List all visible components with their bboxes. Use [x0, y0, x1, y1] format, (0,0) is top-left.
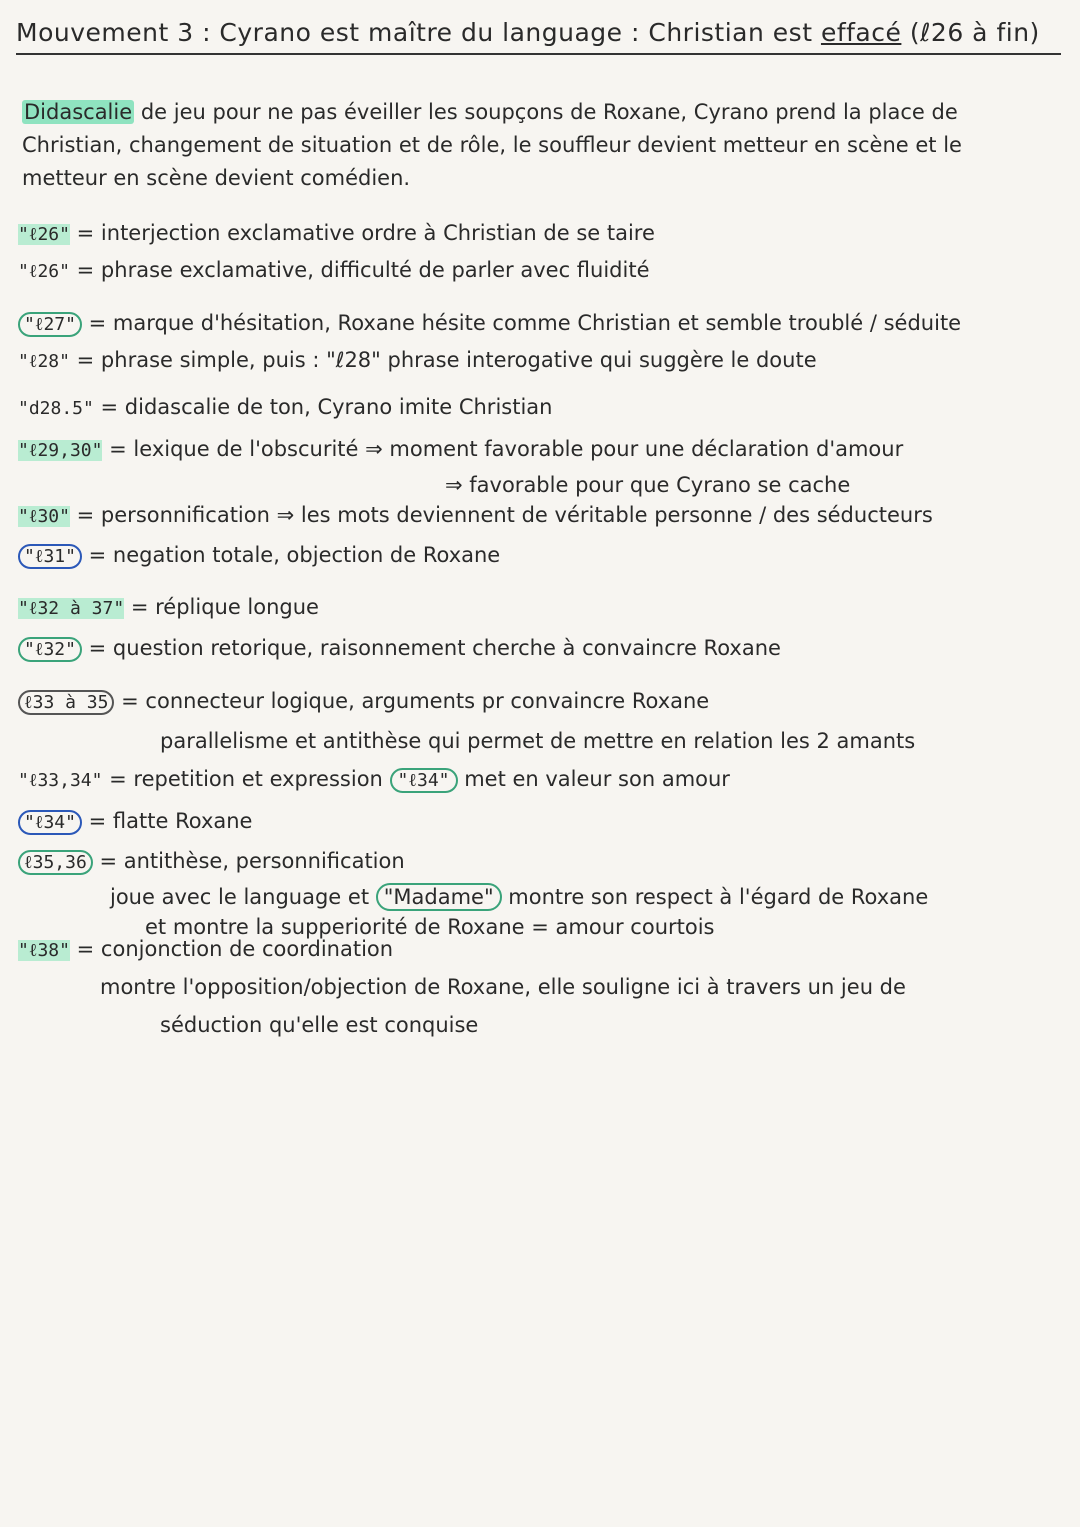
note-text: = réplique longue [124, 595, 319, 619]
title-range: (ℓ26 à fin) [901, 18, 1040, 47]
note-row [18, 764, 1063, 796]
intro-text: de jeu pour ne pas éveiller les soupçons de Roxane, Cyrano prend la place de Christian, changement de situation et de rôle, le souffleur devient metteur en scène et le metteur en scène devient comédien. [22, 100, 962, 190]
note-continuation: montre l'opposition/objection de Roxane, elle souligne ici à travers un jeu de [100, 975, 906, 999]
line-ref: "ℓ38" [18, 940, 70, 961]
note-text: = connecteur logique, arguments pr convaincre Roxane [114, 689, 710, 713]
line-ref: "ℓ28" [18, 351, 70, 372]
line-ref: "ℓ26" [18, 224, 70, 245]
note-row [18, 934, 1063, 966]
line-ref: ℓ35,36 [18, 850, 93, 875]
note-text: = marque d'hésitation, Roxane hésite comme Christian et semble troublé / séduite [81, 311, 962, 335]
line-ref: "ℓ34" [18, 810, 82, 835]
intro-highlight: Didascalie [24, 100, 133, 124]
line-ref: "ℓ29,30" [18, 440, 103, 461]
note-text: = question retorique, raisonnement cherche à convaincre Roxane [81, 636, 781, 660]
note-row [18, 500, 1063, 532]
note-text: montre son respect à l'égard de Roxane [501, 885, 929, 909]
note-text: = interjection exclamative ordre à Christian de se taire [69, 221, 655, 245]
note-text: = phrase simple, puis : "ℓ28" phrase interogative qui suggère le doute [69, 348, 817, 372]
line-ref: ℓ33 à 35 [18, 690, 114, 715]
note-text: = antithèse, personnification [92, 849, 405, 873]
intro-paragraph [22, 96, 1042, 195]
line-ref: "ℓ32" [18, 637, 82, 662]
note-text: = phrase exclamative, difficulté de parler avec fluidité [69, 258, 650, 282]
note-text: joue avec le language et [110, 885, 376, 909]
note-row [18, 846, 1063, 878]
note-row [18, 434, 1063, 466]
note-text: met en valeur son amour [457, 767, 730, 791]
note-continuation: ⇒ favorable pour que Cyrano se cache [445, 473, 851, 497]
note-text: = personnification ⇒ les mots deviennent de véritable personne / des séducteurs [69, 503, 933, 527]
note-text: = repetition et expression [102, 767, 390, 791]
note-text: = didascalie de ton, Cyrano imite Christian [93, 395, 553, 419]
note-continuation: parallelisme et antithèse qui permet de mettre en relation les 2 amants [160, 729, 916, 753]
note-row [18, 633, 1063, 665]
line-ref: "ℓ34" [390, 768, 458, 793]
line-ref: "ℓ33,34" [18, 770, 103, 791]
note-continuation [110, 882, 928, 912]
note-row [18, 218, 1063, 250]
note-text: = flatte Roxane [81, 809, 253, 833]
line-ref: "ℓ31" [18, 544, 82, 569]
note-text: = negation totale, objection de Roxane [81, 543, 501, 567]
note-text: = lexique de l'obscurité ⇒ moment favorable pour une déclaration d'amour [102, 437, 904, 461]
page-title [16, 18, 1061, 55]
note-row [18, 392, 1063, 424]
note-row [18, 345, 1063, 377]
note-row [18, 308, 1063, 340]
line-ref: "ℓ27" [18, 312, 82, 337]
note-continuation: séduction qu'elle est conquise [160, 1013, 479, 1037]
note-text: = conjonction de coordination [69, 937, 394, 961]
note-row [18, 806, 1063, 838]
note-row [18, 255, 1063, 287]
note-row [18, 540, 1063, 572]
line-ref: "ℓ26" [18, 261, 70, 282]
madame-highlight: "Madame" [376, 883, 502, 911]
line-ref: "ℓ32 à 37" [18, 598, 125, 619]
line-ref: "d28.5" [18, 398, 94, 419]
line-ref: "ℓ30" [18, 506, 70, 527]
note-continuation: et montre la supperiorité de Roxane = amour courtois [145, 915, 715, 939]
title-main: Mouvement 3 : Cyrano est maître du language : Christian est [16, 18, 821, 47]
title-emph: effacé [820, 18, 902, 47]
note-row [18, 592, 1063, 624]
note-row [18, 686, 1063, 718]
